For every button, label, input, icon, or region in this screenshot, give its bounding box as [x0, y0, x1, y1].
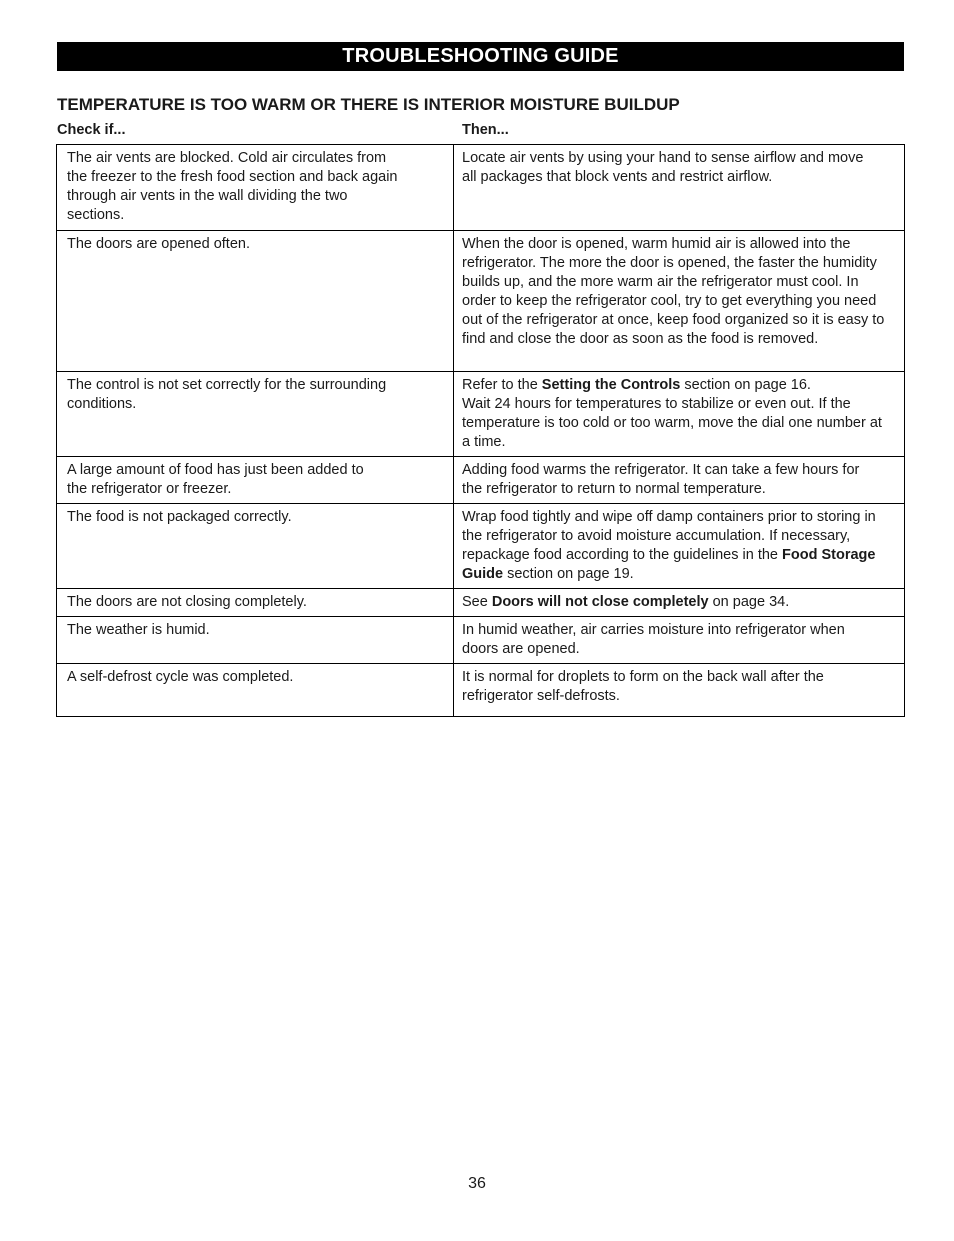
check-text: The air vents are blocked. Cold air circulates from the freezer to the fresh food section and back again through air vents in the wall dividing the two sections. [67, 150, 398, 223]
then-text: section on page 16. [680, 377, 811, 393]
table-row [57, 589, 905, 617]
check-cell [57, 664, 454, 717]
check-cell [57, 589, 454, 617]
check-text: The doors are opened often. [67, 236, 250, 252]
table-row [57, 145, 905, 231]
then-cell [454, 664, 905, 717]
section-heading: TEMPERATURE IS TOO WARM OR THERE IS INTERIOR MOISTURE BUILDUP [57, 95, 680, 114]
page-number: 36 [468, 1175, 486, 1192]
check-cell [57, 145, 454, 231]
check-text: The weather is humid. [67, 622, 210, 638]
then-cell [454, 617, 905, 664]
then-text: section on page 19. [503, 566, 634, 582]
doors-close-reference: Doors will not close completely [491, 594, 709, 610]
check-text: A self-defrost cycle was completed. [67, 669, 294, 685]
then-cell [454, 457, 905, 504]
troubleshooting-table [56, 144, 905, 717]
then-text: In humid weather, air carries moisture into refrigerator when doors are opened. [462, 622, 845, 657]
check-cell [57, 504, 454, 589]
then-text: on page 34. [708, 594, 790, 610]
table-row [57, 617, 905, 664]
table-row [57, 372, 905, 457]
table-row [57, 504, 905, 589]
check-cell [57, 372, 454, 457]
check-text: The food is not packaged correctly. [67, 509, 292, 525]
then-text: When the door is opened, warm humid air is allowed into the refrigerator. The more the door is opened, the faster the humidity builds up, and the more warm air the refrigerator must cool. In order to keep the refrigerator cool, try to get everything you need out of the refrigerator at once, keep food organized so it is easy to find and close the door as soon as the food is removed. [462, 236, 885, 347]
then-text: Adding food warms the refrigerator. It can take a few hours for the refrigerator to return to normal temperature. [462, 462, 860, 497]
then-cell [454, 589, 905, 617]
then-text: Locate air vents by using your hand to sense airflow and move all packages that block vents and restrict airflow. [462, 150, 864, 185]
check-cell [57, 457, 454, 504]
then-text: Refer to the [462, 377, 542, 393]
then-text: Wrap food tightly and wipe off damp containers prior to storing in the refrigerator to avoid moisture accumulation. If necessary, repackage food according to the guidelines in the [462, 509, 876, 563]
table-row [57, 231, 905, 372]
then-line: Wait 24 hours for temperatures to stabilize or even out. If the temperature is too cold or too warm, move the dial one number at a time. [462, 396, 882, 450]
page-banner: TROUBLESHOOTING GUIDE [57, 42, 904, 71]
then-line [462, 376, 896, 395]
then-text: See [462, 594, 492, 610]
column-header-then: Then... [462, 122, 509, 138]
check-cell [57, 231, 454, 372]
table-row [57, 457, 905, 504]
then-text: It is normal for droplets to form on the back wall after the refrigerator self-defrosts. [462, 669, 824, 704]
then-cell [454, 145, 905, 231]
then-cell [454, 231, 905, 372]
check-text: A large amount of food has just been added to the refrigerator or freezer. [67, 462, 364, 497]
check-text: The doors are not closing completely. [67, 594, 307, 610]
column-header-check: Check if... [57, 122, 126, 138]
then-cell [454, 372, 905, 457]
food-storage-guide-reference: Food Storage Guide [462, 547, 876, 582]
table-row [57, 664, 905, 717]
check-cell [57, 617, 454, 664]
then-cell [454, 504, 905, 589]
setting-controls-reference: Setting the Controls [541, 377, 681, 393]
check-text: The control is not set correctly for the surrounding conditions. [67, 377, 387, 412]
